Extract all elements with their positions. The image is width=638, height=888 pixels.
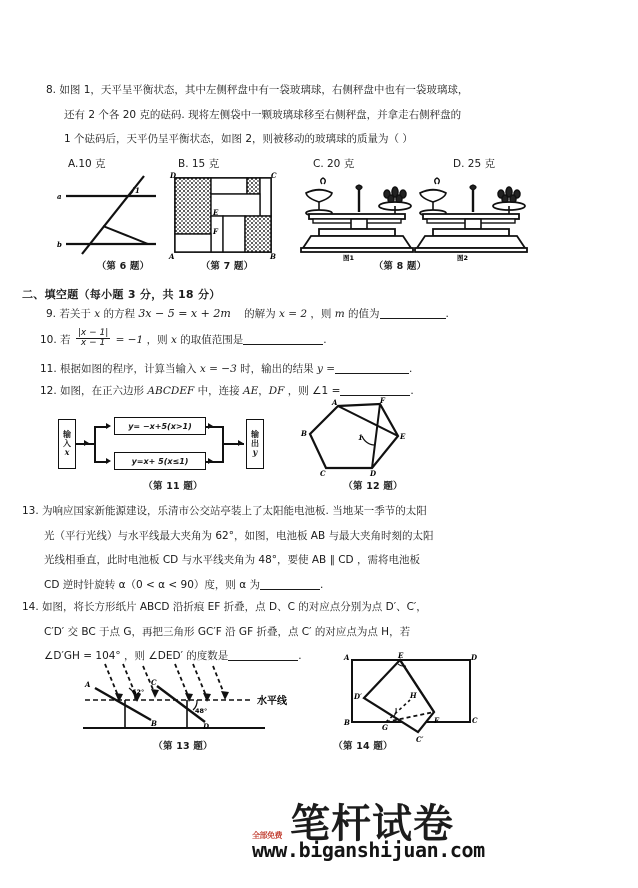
question-13-line-4-text: CD 逆时针旋转 α（0 < α < 90）度，则 α 为: [44, 578, 261, 591]
figure-13-solar-panels: [75, 660, 310, 738]
flowchart-output-char-3: y: [252, 447, 258, 458]
figure-7-label-e: E: [213, 208, 219, 217]
question-8-line-2: 还有 2 个各 20 克的砝码. 现将左侧袋中一颗玻璃球移至右侧秤盘，并拿走右侧秤盘的: [64, 108, 462, 121]
question-10: 10. 若 $\frac{|x - 1|}{x - 1}$ = −1 ，则 x 的取值范围是 .: [40, 328, 327, 349]
figure-6-parallel-lines: [56, 174, 168, 258]
figure-8-balance-scales: [295, 172, 510, 260]
figure-12-label-b: B: [301, 429, 307, 438]
flowchart-output-box: [246, 419, 264, 469]
figure-14-label-c-prime: C′: [416, 735, 424, 744]
question-11-input-value: x = −3: [199, 363, 237, 375]
figure-6-label-a: a: [57, 192, 62, 201]
question-14-line-3-text: ∠D′GH = 104° ，则 ∠DED′ 的度数是: [44, 650, 229, 662]
question-12-polygon: ABCDEF: [147, 385, 195, 397]
option-b[interactable]: B. 15 克: [178, 157, 220, 170]
question-11-text-mid: 时，输出的结果: [240, 363, 314, 375]
question-14-line-1: 14. 如图，将长方形纸片 ABCD 沿折痕 EF 折叠，点 D、C 的对应点分别为点 D′、C′，: [22, 601, 427, 613]
question-13-line-4: CD 逆时针旋转 α（0 < α < 90）度，则 α 为 .: [44, 578, 324, 591]
caption-figure-14: （第 14 题）: [333, 741, 393, 752]
figure-14-label-h: H: [410, 691, 417, 700]
figure-14-label-c: C: [472, 716, 478, 725]
question-11-output-label: y =: [316, 363, 336, 375]
question-10-variable: x: [170, 333, 177, 346]
flowchart-arrow-top-out: [208, 423, 213, 429]
question-12-segment-ae: AE: [242, 385, 259, 397]
question-10-mid: ，则: [146, 333, 168, 346]
figure-14-label-d-prime: D′: [354, 692, 362, 701]
figure-14-label-a: A: [344, 653, 350, 662]
question-13-answer-blank[interactable]: [260, 589, 320, 590]
question-10-answer-blank[interactable]: [243, 344, 323, 345]
caption-figure-7: （第 7 题）: [200, 261, 254, 272]
flowchart-arrow-bottom-in: [106, 458, 111, 464]
flowchart-output-char-2: 出: [251, 438, 259, 448]
figure-7-label-c: C: [271, 171, 277, 180]
question-9: 9. 若关于 x 的方程 3x − 5 = x + 2m 的解为 x = 2 ，则 m 的值为 .: [46, 307, 449, 320]
question-9-variable: x: [94, 308, 101, 320]
figure-13-label-d: D: [203, 722, 210, 731]
figure-12-label-f: F: [380, 396, 385, 405]
fraction-numerator: |x − 1|: [77, 328, 109, 338]
figure-captions-row-1: [40, 258, 610, 274]
figure-14-label-d: D: [471, 653, 478, 662]
question-9-tail-2: 的值为: [348, 308, 380, 320]
caption-figure-13: （第 13 题）: [153, 741, 213, 752]
question-11-text-before: 11. 根据如图的程序，计算当输入: [40, 363, 197, 375]
figure-14-label-g: G: [382, 723, 388, 732]
figure-14-label-f: F: [434, 716, 439, 725]
flowchart-output-char-1: 输: [251, 430, 259, 440]
figure-7-label-a: A: [169, 252, 175, 261]
question-9-equation: 3x − 5 = x + 2m: [138, 307, 231, 320]
figure-13-horizontal-line-label: 水平线: [257, 696, 287, 707]
watermark-free-tag: 全部免费: [252, 831, 282, 840]
flowchart-input-char-1: 输: [63, 430, 71, 440]
question-8: [46, 82, 606, 180]
question-9-answer-blank[interactable]: [380, 318, 446, 319]
figure-7-label-f: F: [213, 227, 218, 236]
question-10-prefix: 10. 若: [40, 333, 71, 346]
watermark-brand: 笔杆试卷: [290, 801, 454, 847]
figure-row-top: [40, 168, 610, 268]
watermark: [252, 792, 632, 872]
question-8-line-1: 8. 如图 1，天平呈平衡状态，其中左侧秤盘中有一袋玻璃球，右侧秤盘中也有一袋玻璃球，: [46, 84, 469, 96]
question-11: 11. 根据如图的程序，计算当输入 x = −3 时，输出的结果 y = .: [40, 363, 413, 375]
figure-13-label-c: C: [151, 678, 157, 687]
question-10-fraction: [76, 329, 110, 349]
question-9-prefix: 9. 若关于: [46, 308, 91, 320]
question-9-mid: 的方程: [103, 308, 135, 320]
question-12: 12. 如图，在正六边形 ABCDEF 中，连接 AE，DF ，则 ∠1 = .: [40, 385, 414, 397]
question-13-line-3: 光线相垂直，此时电池板 CD 与水平线夹角为 48°，要使 AB ∥ CD ，需将电池板: [44, 554, 420, 566]
fraction-denominator: x − 1: [80, 338, 106, 349]
flowchart-input-box: [58, 419, 76, 469]
flowchart-arrow-top-in: [106, 423, 111, 429]
caption-figure-8: （第 8 题）: [373, 261, 427, 272]
option-a[interactable]: A.10 克: [68, 157, 106, 170]
flowchart-arrow-in: [84, 440, 89, 446]
figure-12-label-e: E: [400, 432, 406, 441]
option-c[interactable]: C. 20 克: [313, 157, 355, 170]
flowchart-branch-top: [114, 417, 206, 435]
flowchart-split-vertical: [94, 426, 96, 462]
figure-captions-row-3: [40, 738, 610, 754]
question-8-line-3: 1 个砝码后，天平仍呈平衡状态，如图 2，则被移动的玻璃球的质量为（ ）: [64, 133, 413, 145]
question-12-text-before: 12. 如图，在正六边形: [40, 385, 145, 397]
question-13-line-2: 光（平行光线）与水平线最大夹角为 62°，如图，电池板 AB 与最大夹角时刻的太阳: [44, 529, 434, 542]
figure-12-angle-label: 1: [358, 433, 363, 442]
flowchart-input-char-3: x: [64, 447, 70, 458]
figure-14-label-e: E: [398, 651, 404, 660]
question-10-tail: 的取值范围是: [180, 333, 244, 346]
watermark-url: www.biganshijuan.com: [252, 838, 485, 862]
question-12-segment-df: DF: [268, 385, 285, 397]
flowchart-branch-bottom: [114, 452, 206, 470]
question-13-line-1: 13. 为响应国家新能源建设，乐清市公交站亭装上了太阳能电池板. 当地某一季节的太阳: [22, 505, 427, 517]
flowchart-input-char-2: 入: [63, 438, 71, 448]
flowchart-branch-top-formula: y= −x+5(x>1): [128, 421, 192, 431]
question-11-answer-blank[interactable]: [335, 373, 409, 374]
figure-13-label-a: A: [85, 680, 91, 689]
figure-12-label-d: D: [370, 469, 377, 478]
figure-7-label-d: D: [170, 171, 177, 180]
question-12-text-tail: ，则 ∠1 =: [287, 385, 341, 397]
figure-captions-row-2: [40, 478, 610, 494]
figure-12-label-c: C: [320, 469, 326, 478]
flowchart-branch-bottom-formula: y=x+ 5(x≤1): [131, 456, 189, 466]
question-9-solution: x = 2: [278, 308, 308, 320]
flowchart-arrow-out: [238, 440, 243, 446]
option-d[interactable]: D. 25 克: [453, 157, 495, 170]
caption-figure-6: （第 6 题）: [96, 261, 150, 272]
question-9-tail: ，则: [310, 308, 332, 320]
question-14-line-3: ∠D′GH = 104° ，则 ∠DED′ 的度数是 .: [44, 650, 302, 662]
question-12-text-mid: 中，连接: [197, 385, 240, 397]
figure-11-flowchart: [58, 413, 298, 475]
figure-12-label-a: A: [332, 398, 338, 407]
figure-8-sub-label-2: 图2: [457, 254, 469, 262]
question-13: [22, 503, 612, 601]
question-9-unknown: m: [334, 308, 345, 320]
caption-figure-11: （第 11 题）: [143, 481, 203, 492]
figure-14-label-b: B: [344, 718, 350, 727]
question-10-equals: = −1: [115, 333, 144, 346]
figure-12-hexagon: [300, 396, 432, 478]
figure-7-rectangle-partition: [167, 170, 279, 260]
figure-6-angle-label: 1: [135, 186, 140, 195]
figure-7-label-b: B: [270, 252, 276, 261]
caption-figure-12: （第 12 题）: [343, 481, 403, 492]
flowchart-arrow-bottom-out: [208, 458, 213, 464]
figure-13-angle-62: 62°: [132, 688, 145, 696]
question-14-line-2: C′D′ 交 BC 于点 G，再把三角形 GC′F 沿 GF 折叠，点 C′ 的对应点为点 H，若: [44, 625, 411, 638]
section-2-heading: 二、填空题（每小题 3 分，共 18 分）: [22, 288, 221, 301]
figure-14-folded-rectangle: [338, 650, 593, 745]
question-9-mid-2: 的解为: [244, 308, 276, 320]
figure-8-sub-label-1: 图1: [343, 254, 355, 262]
figure-13-label-b: B: [151, 719, 157, 728]
figure-13-angle-48: 48°: [195, 707, 208, 715]
figure-6-label-b: b: [57, 240, 62, 249]
